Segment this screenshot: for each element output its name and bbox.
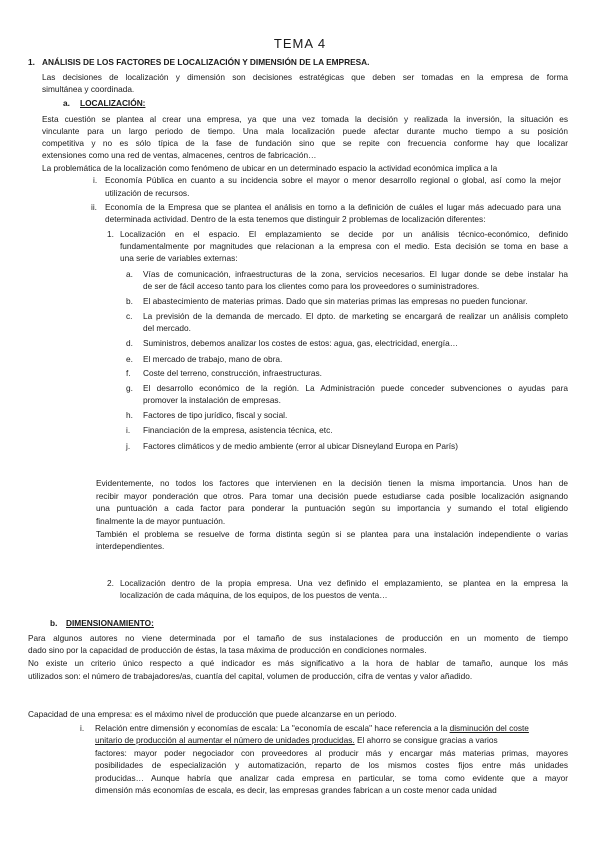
- list-item-line: El abastecimiento de materias primas. Dado que sin materias primas las empresas no pueden funcionar.: [143, 296, 528, 306]
- list-item-line: Coste del terreno, construcción, infraestructuras.: [143, 368, 322, 378]
- list-item-line: Localización dentro de la propia empresa. Una vez definido el emplazamiento, se plantea en la empresa la: [120, 578, 568, 588]
- list-item-line: de ser de fácil acceso tanto para los clientes como para los proveedores o suministradores.: [143, 281, 480, 291]
- list-item-line: fundamentalmente por magnitudes que relacionan a la empresa con el medio. Esta decisión se toma en base a: [120, 241, 568, 251]
- section-number: 1.: [28, 57, 35, 67]
- paragraph-line: Esta cuestión se plantea al crear una empresa, ya que una vez tomada la decisión y realizada la inversión, la situación es: [42, 114, 568, 124]
- subsection-heading: DIMENSIONAMIENTO:: [66, 618, 154, 628]
- list-item-line: una serie de variables externas:: [120, 253, 238, 263]
- paragraph-line: una puntuación a cada factor para ponderar la puntuación según su importancia y sumando el total eligiendo: [96, 503, 568, 513]
- underlined-text: disminución del coste: [449, 723, 529, 733]
- subsection-heading: LOCALIZACIÓN:: [80, 98, 146, 108]
- page-title: TEMA 4: [273, 36, 327, 51]
- paragraph-line: interdependientes.: [96, 541, 165, 551]
- list-marker: g.: [126, 383, 133, 393]
- list-item-line: Economía Pública en cuanto a su incidencia sobre el mayor o menor desarrollo regional o global, así como la mejor: [105, 175, 561, 185]
- list-item-line: Localización en el espacio. El emplazamiento se decide por un análisis técnico-económico, definido: [120, 229, 568, 239]
- list-item-line: Suministros, debemos analizar los costes de estos: agua, gas, electricidad, energía…: [143, 338, 458, 348]
- section-heading: ANÁLISIS DE LOS FACTORES DE LOCALIZACIÓN Y DIMENSIÓN DE LA EMPRESA.: [42, 57, 370, 67]
- paragraph-line: extensiones como una red de ventas, almacenes, centros de fabricación…: [42, 150, 317, 160]
- list-marker: i.: [126, 425, 131, 435]
- paragraph-line: La problemática de la localización como fenómeno de ubicar en un determinado espacio la actividad económica implica a la: [42, 163, 498, 173]
- paragraph-line: Para algunos autores no viene determinada por el tamaño de sus instalaciones de producción en un momento de tiempo: [28, 633, 568, 643]
- list-item-line: Factores climáticos y de medio ambiente (error al ubicar Disneyland Europa en París): [143, 441, 458, 451]
- list-item-line: Factores de tipo jurídico, fiscal y social.: [143, 410, 288, 420]
- list-marker: i.: [93, 175, 98, 185]
- list-item-line: El mercado de trabajo, mano de obra.: [143, 354, 283, 364]
- text-run: Relación entre dimensión y economías de escala: La "economía de escala" hace referencia a la: [95, 723, 450, 733]
- list-marker: 2.: [107, 578, 114, 588]
- list-marker: i.: [80, 723, 85, 733]
- paragraph-line: utilizados son: el número de trabajadores/as, cuantía del capital, volumen de producción, cifra de ventas y valor añadido.: [28, 671, 473, 681]
- list-marker: 1.: [107, 229, 114, 239]
- list-marker: b.: [126, 296, 133, 306]
- paragraph-line: dado sino por la capacidad de producción de éstas, la tasa máxima de producción en condiciones normales.: [28, 645, 427, 655]
- list-item-line: localización de cada máquina, de los equipos, de los puestos de venta…: [120, 590, 388, 600]
- list-item-line: La previsión de la demanda de mercado. El dpto. de marketing se encargará de realizar un análisis completo: [143, 311, 568, 321]
- intro-line: simultánea y coordinada.: [42, 84, 135, 94]
- paragraph-line: finalmente la de mayor puntuación.: [96, 516, 226, 526]
- subsection-marker: b.: [50, 618, 58, 628]
- list-marker: e.: [126, 354, 133, 364]
- list-marker: d.: [126, 338, 133, 348]
- list-item-line: utilización de recursos.: [105, 188, 190, 198]
- list-marker: c.: [126, 311, 133, 321]
- list-marker: ii.: [91, 202, 97, 212]
- list-item-line: Financiación de la empresa, asistencia técnica, etc.: [143, 425, 333, 435]
- list-marker: h.: [126, 410, 133, 420]
- paragraph-line: competitiva y no es sólo típica de la fase de fundación sino que se repite con frecuencia conforme hay que localizar: [42, 138, 568, 148]
- list-marker: j.: [126, 441, 131, 451]
- list-item-line: [95, 723, 529, 734]
- list-item-line: [95, 735, 498, 746]
- paragraph-line: También el problema se resuelve de forma distinta según si se plantea para una instalación independiente o varias: [96, 529, 568, 539]
- paragraph-line: vinculante para un largo periodo de tiempo. Una mala localización puede afectar durante mucho tiempo a su posición: [42, 126, 568, 136]
- text-run: El ahorro se consigue gracias a varios: [354, 735, 498, 745]
- list-item-line: El desarrollo económico de la región. La Administración puede conceder subvenciones o ayudas para: [143, 383, 568, 393]
- paragraph-line: Evidentemente, no todos los factores que intervienen en la decisión tienen la misma importancia. Unos han de: [96, 478, 568, 488]
- list-item-line: determinada actividad. Dentro de la esta tenemos que distinguir 2 problemas de localización diferentes:: [105, 214, 486, 224]
- list-item-line: dimensión más economías de escala, es decir, las empresas grandes fabrican a un coste menor cada unidad: [95, 785, 497, 795]
- list-item-line: del mercado.: [143, 323, 191, 333]
- list-marker: f.: [126, 368, 131, 378]
- list-item-line: posibilidades de especialización y automatización, reparto de los mismos costes fijos entre más unidades: [95, 760, 568, 770]
- list-item-line: Economía de la Empresa que se plantea el análisis en torno a la definición de cuáles el lugar más adecuado para una: [105, 202, 561, 212]
- list-item-line: factores: mayor poder negociador con proveedores al producir más y encargar más materias primas, mayores: [95, 748, 568, 758]
- list-marker: a.: [126, 269, 133, 279]
- list-item-line: producidas… Aunque habría que analizar cada empresa en particular, se toma como evidente que a mayor: [95, 773, 568, 783]
- paragraph-line: No existe un criterio único respecto a qué indicador es más significativo a la hora de hablar de tamaño, aunque los más: [28, 658, 568, 668]
- subsection-marker: a.: [63, 98, 70, 108]
- intro-line: Las decisiones de localización y dimensión son decisiones estratégicas que deben ser tomadas en la empresa de forma: [42, 72, 568, 82]
- underlined-text: unitario de producción al aumentar el número de unidades producidas.: [95, 735, 355, 745]
- paragraph-line: Capacidad de una empresa: es el máximo nivel de producción que puede alcanzarse en un periodo.: [28, 709, 397, 719]
- list-item-line: Vías de comunicación, infraestructuras de la zona, servicios necesarios. El lugar donde se debe instalar ha: [143, 269, 568, 279]
- paragraph-line: recibir mayor ponderación que otros. Para tomar una decisión puede estudiarse cada posible localización asignando: [96, 491, 568, 501]
- list-item-line: promover la instalación de empresas.: [143, 395, 281, 405]
